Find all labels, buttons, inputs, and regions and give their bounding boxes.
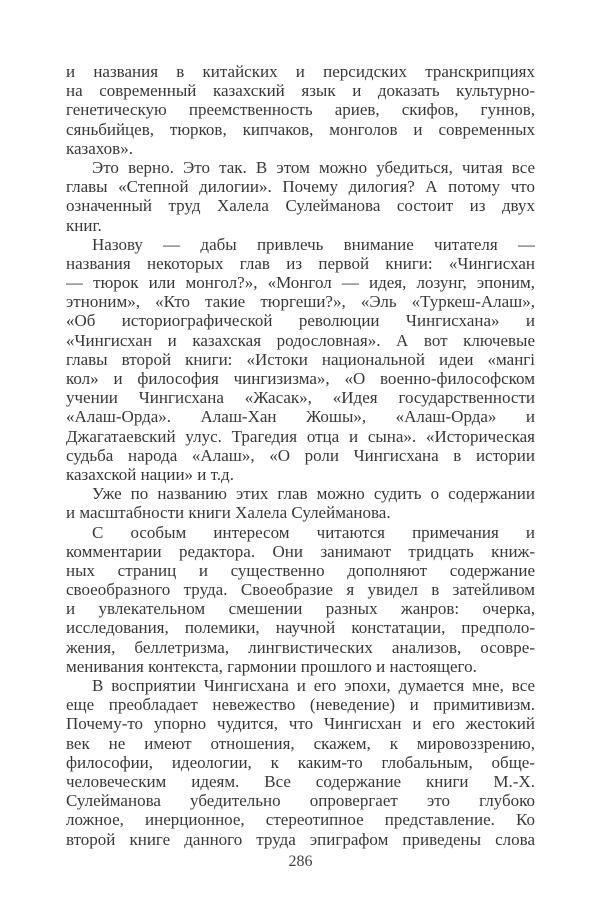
text-line: названия некоторых глав из первой книги: «Чингисхан: [66, 253, 535, 273]
text-line: Назову — дабы привлечь внимание читателя —: [92, 234, 535, 254]
text-line: учении Чингисхана «Жасак», «Идея государственности: [66, 388, 535, 408]
paragraph: [66, 523, 535, 677]
text-line: человеческим идеям. Все содержание книги М.-Х.: [66, 771, 535, 791]
text-line: философии, идеологии, к каким-то глобальным, обще-: [66, 752, 535, 772]
text-line: этноним», «Кто такие тюргеши?», «Эль «Туркеш-Алаш»,: [66, 292, 535, 312]
text-line: век не имеют отношения, скажем, к мировоззрению,: [66, 733, 535, 753]
text-line: казахской нации» и т.д.: [66, 464, 234, 484]
text-line: на современный казахский язык и доказать культурно-: [66, 81, 535, 101]
text-line: главы «Степной дилогии». Почему дилогия? А потому что: [66, 177, 535, 197]
text-line: книг.: [66, 215, 102, 235]
text-line: главы второй книги: «Истоки национальной идеи «мангі: [66, 349, 535, 369]
text-line: — тюрок или монгол?», «Монгол — идея, лозунг, эпоним,: [66, 273, 535, 293]
text-line: менивания контекста, гармонии прошлого и настоящего.: [66, 656, 477, 676]
text-line: генетическую преемственность ариев, скифов, гуннов,: [66, 100, 535, 120]
text-line: «Об историографической революции Чингисхана» и: [66, 311, 535, 331]
text-line: «Чингисхан и казахская родословная». А вот ключевые: [66, 330, 535, 350]
text-line: Уже по названию этих глав можно судить о содержании: [92, 484, 535, 504]
text-line: Сулейманова убедительно опровергает это глубоко: [66, 791, 535, 811]
page-number: 286: [288, 852, 313, 870]
text-line: Почему-то упорно чудится, что Чингисхан и его жестокий: [66, 714, 535, 734]
text-line: Джагатаевский улус. Трагедия отца и сына». «Историческая: [66, 426, 535, 446]
paragraph: [66, 158, 535, 235]
text-line: В восприятии Чингисхана и его эпохи, думается мне, все: [92, 676, 535, 695]
text-line: и увлекательном смешении разных жанров: очерка,: [66, 599, 535, 619]
text-line: означенный труд Халела Сулейманова состоит из двух: [66, 196, 535, 216]
paragraph: [66, 62, 535, 158]
text-line: сяньбийцев, тюрков, кипчаков, монголов и современных: [66, 119, 535, 139]
text-line: С особым интересом читаются примечания и: [92, 522, 535, 542]
text-line: ложное, инерционное, стереотипное представление. Ко: [66, 810, 535, 830]
text-line: ных страниц и существенно дополняют содержание: [66, 560, 535, 580]
paragraph: [66, 484, 535, 522]
text-line: и названия в китайских и персидских транскрипциях: [66, 62, 535, 81]
text-line: комментарии редактора. Они занимают тридцать книж-: [66, 541, 535, 561]
text-line: Это верно. Это так. В этом можно убедиться, читая все: [92, 157, 535, 177]
text-line: второй книге данного труда эпиграфом приведены слова: [66, 829, 535, 849]
text-line: кол» и философия чингизизма», «О военно-философском: [66, 369, 535, 388]
text-line: казахов».: [66, 138, 133, 158]
text-line: и масштабности книги Халела Сулейманова.: [66, 503, 391, 523]
text-line: судьба народа «Алаш», «О роли Чингисхана в истории: [66, 445, 535, 465]
text-line: еще преобладает невежество (неведение) и примитивизм.: [66, 695, 535, 715]
paragraph: [66, 235, 535, 484]
text-line: «Алаш-Орда». Алаш-Хан Жошы», «Алаш-Орда» и: [66, 407, 535, 427]
text-line: исследования, полемики, научной констатации, предполо-: [66, 618, 535, 638]
paragraph: [66, 676, 535, 849]
text-line: жения, беллетризма, лингвистических анализов, осовре-: [66, 637, 535, 657]
text-line: своеобразного труда. Своеобразие я увидел в затейливом: [66, 580, 535, 600]
